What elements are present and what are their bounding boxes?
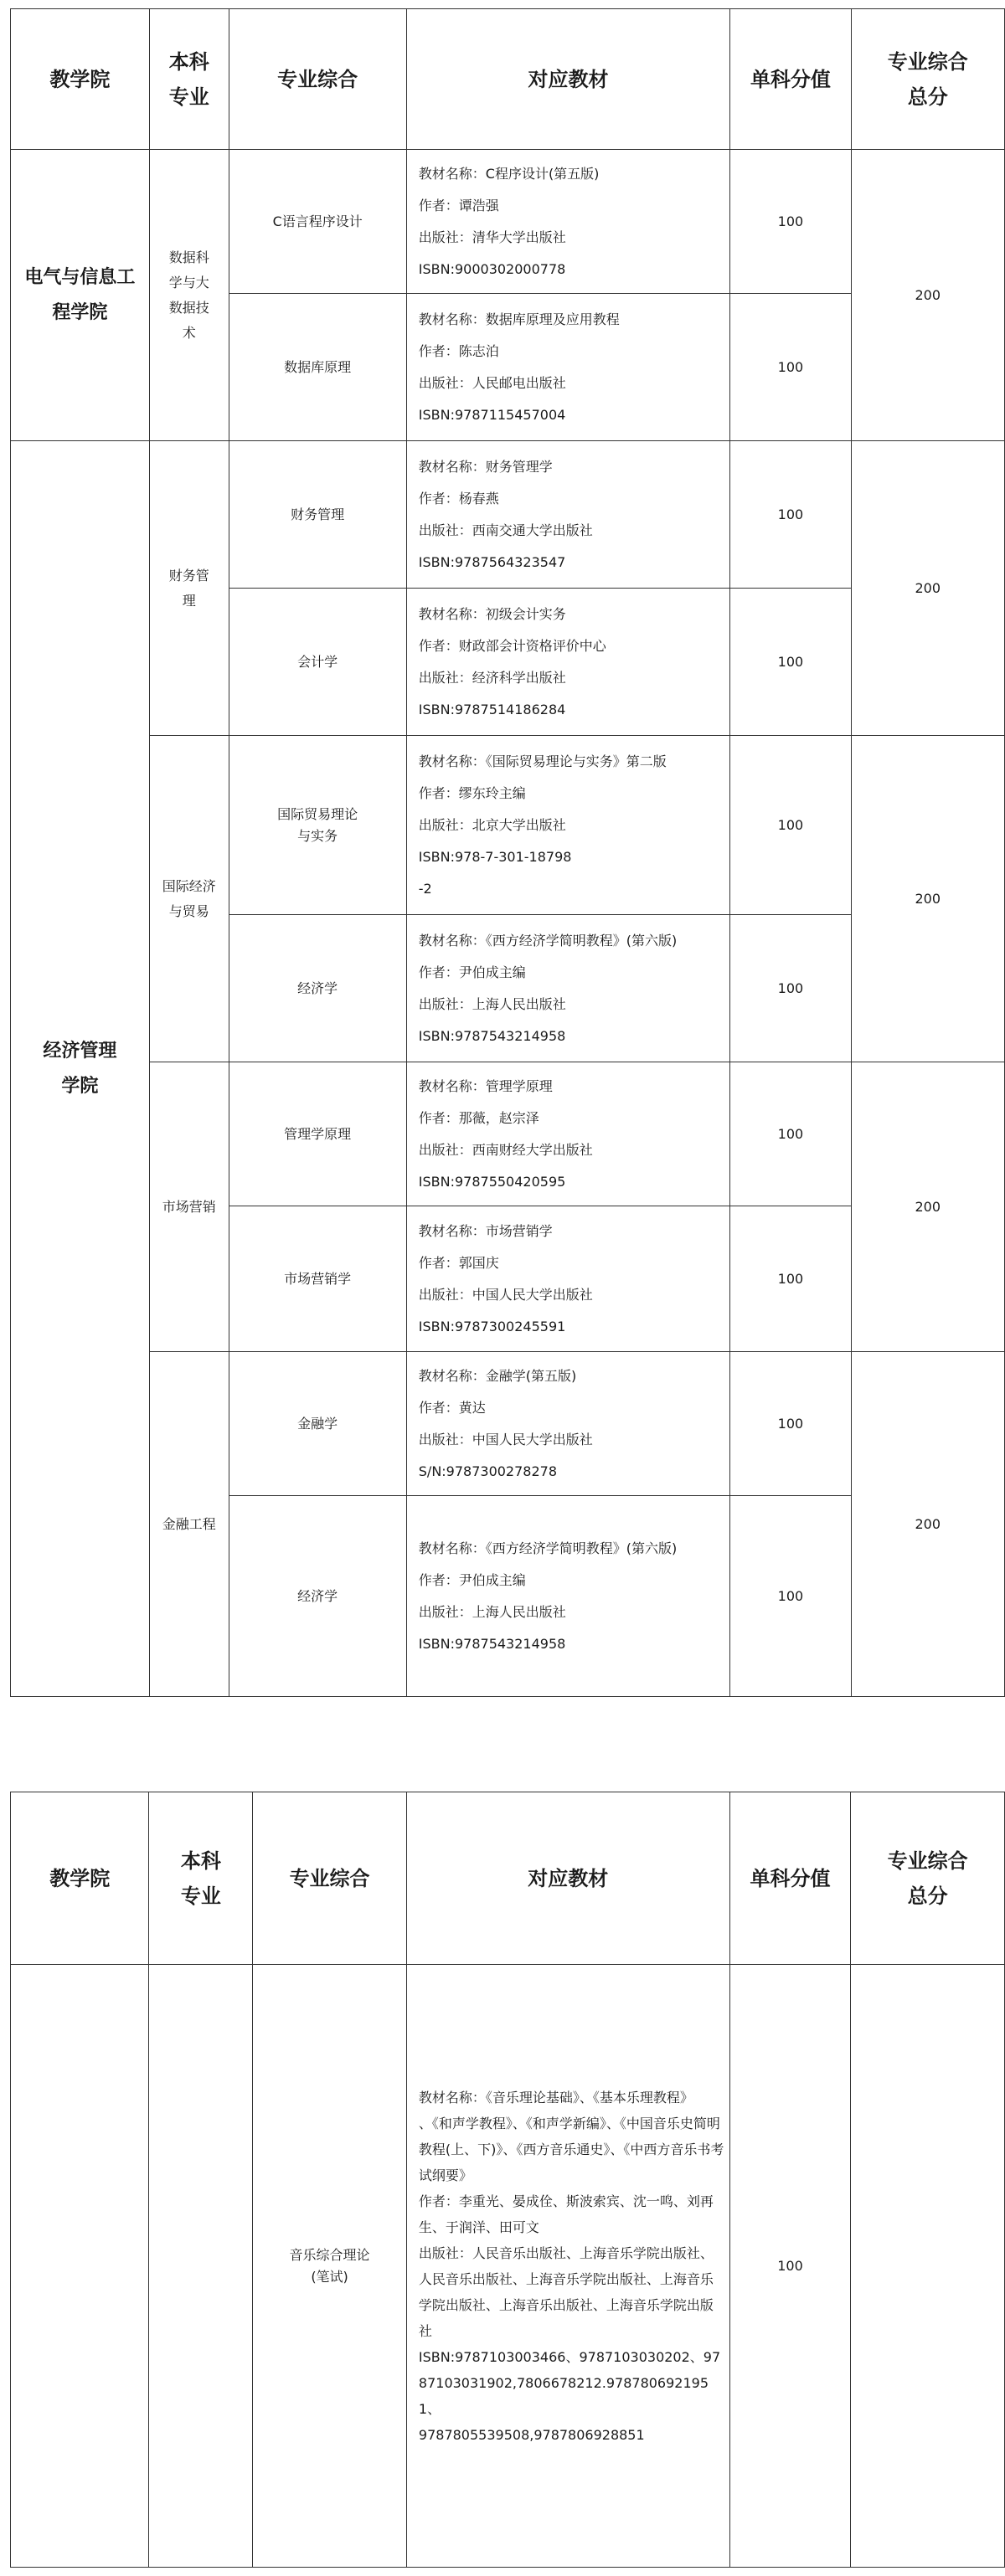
college-cell — [11, 1965, 149, 2568]
header-subject: 专业综合 — [229, 9, 406, 150]
subject-cell: 金融学 — [229, 1352, 406, 1496]
score-cell: 100 — [730, 589, 851, 736]
score-cell: 100 — [730, 915, 851, 1062]
college-cell: 经济管理学院 — [11, 441, 150, 1697]
header-major: 本科专业 — [149, 1792, 253, 1965]
total-cell: 200 — [851, 736, 1004, 1062]
score-cell: 100 — [730, 1352, 851, 1496]
college-cell: 电气与信息工程学院 — [11, 150, 150, 441]
header-major: 本科专业 — [149, 9, 229, 150]
major-cell — [149, 1965, 253, 2568]
textbook-cell: 教材名称：数据库原理及应用教程 作者：陈志泊 出版社：人民邮电出版社 ISBN:9787115457004 — [406, 294, 730, 441]
header-total: 专业综合总分 — [851, 1792, 1005, 1965]
subject-cell: 财务管理 — [229, 441, 406, 589]
subject-cell: 国际贸易理论与实务 — [229, 736, 406, 915]
table-header-row — [11, 1792, 1005, 1965]
textbook-cell: 教材名称：《西方经济学简明教程》(第六版) 作者：尹伯成主编 出版社：上海人民出版社 ISBN:9787543214958 — [406, 915, 730, 1062]
subject-cell: 数据库原理 — [229, 294, 406, 441]
header-textbook: 对应教材 — [406, 9, 730, 150]
textbook-cell: 教材名称：财务管理学 作者：杨春燕 出版社：西南交通大学出版社 ISBN:9787564323547 — [406, 441, 730, 589]
total-cell: 200 — [851, 1352, 1004, 1697]
header-score: 单科分值 — [730, 9, 851, 150]
major-cell: 市场营销 — [149, 1062, 229, 1352]
score-cell: 100 — [730, 1062, 851, 1206]
total-cell: 200 — [851, 150, 1004, 441]
header-textbook: 对应教材 — [406, 1792, 729, 1965]
subject-cell: 市场营销学 — [229, 1206, 406, 1352]
subject-cell: 音乐综合理论(笔试) — [253, 1965, 407, 2568]
subject-cell: 会计学 — [229, 589, 406, 736]
textbook-cell: 教材名称：《音乐理论基础》、《基本乐理教程》 、《和声学教程》、《和声学新编》、《中国音乐史简明教程(上、下)》、《西方音乐通史》、《中西方音乐书考试纲要》 作者：李重光、晏成佺、斯波索宾、沈一鸣、刘再生、于润洋、田可文 出版社：人民音乐出版社、上海音乐学院出版社、人民音乐出版社、上海音乐学院出版社、上海音乐学院出版社、上海音乐出版社、上海音乐学院出版社 ISBN:9787103003466、9787103030202、9787103031902,7806678212.9787806921951、 9787805539508,9787806928851 — [406, 1965, 729, 2568]
score-cell: 100 — [729, 1965, 851, 2568]
textbook-cell: 教材名称：《国际贸易理论与实务》第二版 作者：缪东玲主编 出版社：北京大学出版社 ISBN:978-7-301-18798 -2 — [406, 736, 730, 915]
major-cell: 数据科学与大数据技术 — [149, 150, 229, 441]
score-cell: 100 — [730, 441, 851, 589]
score-cell: 100 — [730, 736, 851, 915]
score-cell: 100 — [730, 150, 851, 294]
textbook-cell: 教材名称：市场营销学 作者：郭国庆 出版社：中国人民大学出版社 ISBN:9787300245591 — [406, 1206, 730, 1352]
textbook-cell: 教材名称：初级会计实务 作者：财政部会计资格评价中心 出版社：经济科学出版社 ISBN:9787514186284 — [406, 589, 730, 736]
header-college: 教学院 — [11, 1792, 149, 1965]
subject-cell: C语言程序设计 — [229, 150, 406, 294]
table-row — [11, 1062, 1005, 1206]
subject-cell: 经济学 — [229, 1496, 406, 1697]
major-cell: 国际经济与贸易 — [149, 736, 229, 1062]
table-header-row — [11, 9, 1005, 150]
table-row — [11, 1352, 1005, 1496]
score-cell: 100 — [730, 1496, 851, 1697]
header-college: 教学院 — [11, 9, 150, 150]
textbook-table-2 — [10, 1792, 1005, 2568]
textbook-cell: 教材名称：金融学(第五版) 作者：黄达 出版社：中国人民大学出版社 S/N:9787300278278 — [406, 1352, 730, 1496]
table-row — [11, 736, 1005, 915]
score-cell: 100 — [730, 294, 851, 441]
subject-cell: 经济学 — [229, 915, 406, 1062]
table-row — [11, 150, 1005, 294]
major-cell: 财务管理 — [149, 441, 229, 736]
header-score: 单科分值 — [729, 1792, 851, 1965]
textbook-cell: 教材名称：管理学原理 作者：那薇，赵宗泽 出版社：西南财经大学出版社 ISBN:9787550420595 — [406, 1062, 730, 1206]
textbook-table-1 — [10, 8, 1005, 1697]
major-cell: 金融工程 — [149, 1352, 229, 1697]
table-row — [11, 441, 1005, 589]
textbook-cell: 教材名称：C程序设计(第五版) 作者：谭浩强 出版社：清华大学出版社 ISBN:9000302000778 — [406, 150, 730, 294]
textbook-cell: 教材名称：《西方经济学简明教程》(第六版) 作者：尹伯成主编 出版社：上海人民出版社 ISBN:9787543214958 — [406, 1496, 730, 1697]
score-cell: 100 — [730, 1206, 851, 1352]
total-cell — [851, 1965, 1005, 2568]
subject-cell: 管理学原理 — [229, 1062, 406, 1206]
total-cell: 200 — [851, 441, 1004, 736]
header-subject: 专业综合 — [253, 1792, 407, 1965]
table-row — [11, 1965, 1005, 2568]
total-cell: 200 — [851, 1062, 1004, 1352]
header-total: 专业综合总分 — [851, 9, 1004, 150]
